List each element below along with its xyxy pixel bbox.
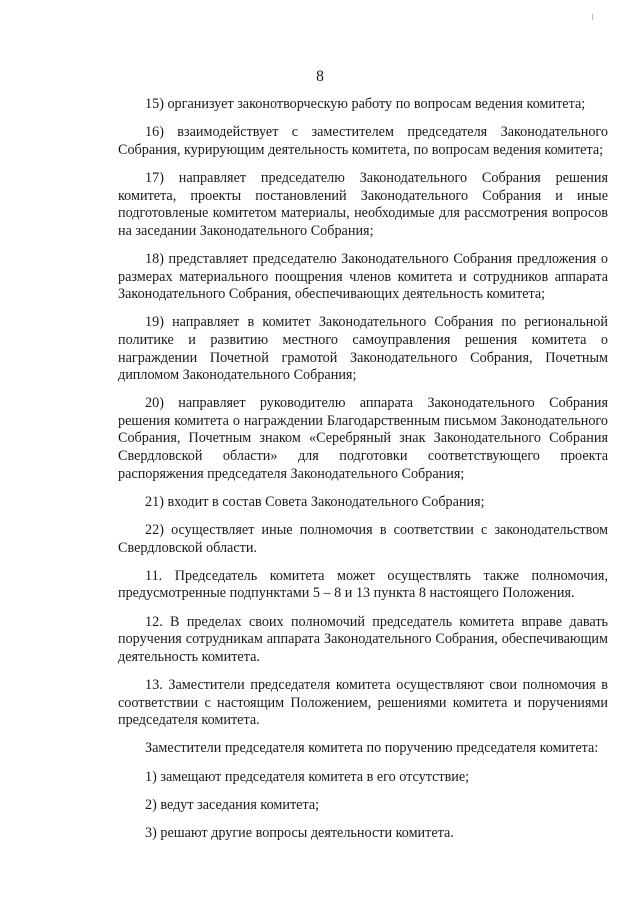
paragraph-clause-11: 11. Председатель комитета может осуществлять также полномочия, предусмотренные подпунктами 5 – 8 и 13 пункта 8 настоящего Положения. xyxy=(118,567,608,602)
paragraph-item-22: 22) осуществляет иные полномочия в соответствии с законодательством Свердловской области. xyxy=(118,522,608,556)
paragraph-item-16: 16) взаимодействует с заместителем председателя Законодательного Собрания, курирующим деятельность комитета, по вопросам ведения комитета; xyxy=(118,124,608,158)
paragraph-deputies-intro: Заместители председателя комитета по поручению председателя комитета: xyxy=(145,740,599,757)
paragraph-item-19: 19) направляет в комитет Законодательного Собрания по региональной политике и развитию местного самоуправления решения комитета о награждении Почетной грамотой Законодательного Собрания, Почетным дипломом Законодательного Собрания; xyxy=(118,314,608,384)
paragraph-item-20: 20) направляет руководителю аппарата Законодательного Собрания решения комитета о награждении Благодарственным письмом Законодательного Собрания, Почетным знаком «Серебряный знак Законодательного Собрания Свердловской области» для подготовки соответствующего проекта распоряжения председателя Законодательного Собрания; xyxy=(118,395,608,482)
paragraph-clause-12: 12. В пределах своих полномочий председатель комитета вправе давать поручения сотрудникам аппарата Законодательного Собрания, обеспечивающим деятельность комитета. xyxy=(118,613,608,665)
paragraph-deputy-item-3: 3) решают другие вопросы деятельности комитета. xyxy=(145,824,454,841)
scan-mark xyxy=(592,14,593,20)
paragraph-deputy-item-1: 1) замещают председателя комитета в его отсутствие; xyxy=(145,768,470,785)
document-body xyxy=(118,96,608,853)
paragraph-item-18: 18) представляет председателю Законодательного Собрания предложения о размерах материального поощрения членов комитета и сотрудников аппарата Законодательного Собрания, обеспечивающих деятельность комитета; xyxy=(118,250,608,303)
paragraph-item-15: 15) организует законотворческую работу по вопросам ведения комитета; xyxy=(145,96,586,112)
paragraph-item-21: 21) входит в состав Совета Законодательного Собрания; xyxy=(145,493,485,510)
page-number: 8 xyxy=(316,68,324,85)
paragraph-item-17: 17) направляет председателю Законодательного Собрания решения комитета, проекты постановлений Законодательного Собрания и иные подготовленые комитетом материалы, необходимые для рассмотрения вопросов на заседании Законодательного Собрания; xyxy=(118,169,608,239)
paragraph-clause-13: 13. Заместители председателя комитета осуществляют свои полномочия в соответствии с настоящим Положением, решениями комитета и поручениями председателя комитета. xyxy=(118,676,608,729)
paragraph-deputy-item-2: 2) ведут заседания комитета; xyxy=(145,796,320,813)
